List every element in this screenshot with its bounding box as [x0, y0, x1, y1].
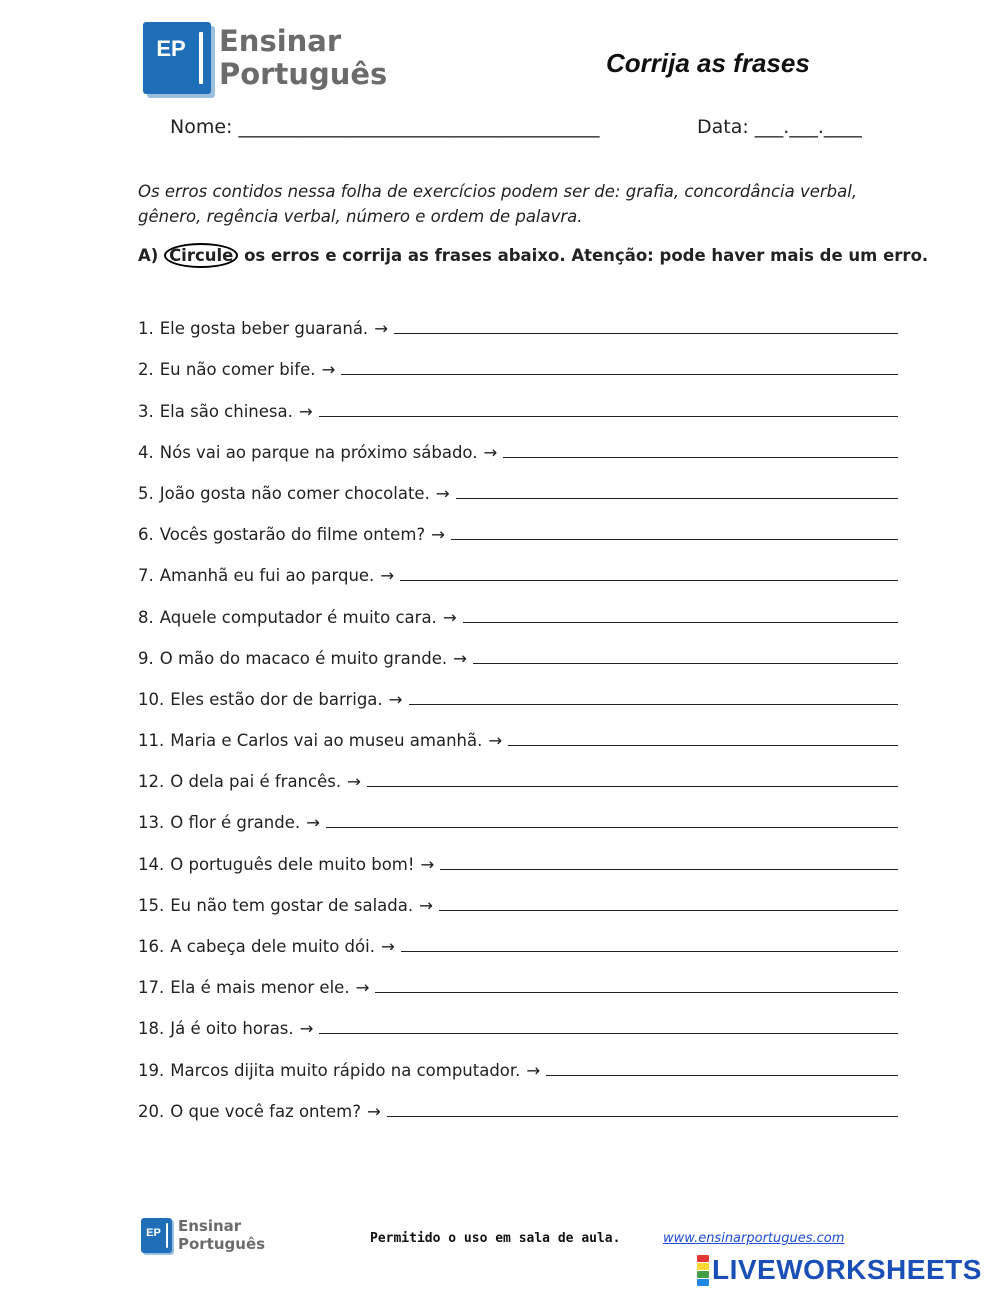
exercise-row	[138, 1080, 908, 1121]
arrow-icon: →	[366, 1101, 381, 1121]
exercise-sentence: O flor é grande.	[170, 813, 301, 833]
exercise-number: 13.	[138, 813, 165, 833]
footer-logo-spine	[166, 1223, 168, 1248]
exercise-row	[138, 956, 908, 997]
exercise-number: 18.	[138, 1019, 165, 1039]
exercise-number: 19.	[138, 1060, 165, 1080]
answer-line[interactable]	[319, 415, 898, 417]
answer-line[interactable]	[473, 662, 898, 664]
exercise-row	[138, 1038, 908, 1079]
book-logo-icon	[143, 22, 211, 94]
arrow-icon: →	[431, 525, 445, 545]
logo-line1: Ensinar	[219, 24, 342, 58]
exercise-sentence: Marcos dijita muito rápido na computador.	[170, 1060, 521, 1080]
liveworksheets-text: LIVEWORKSHEETS	[712, 1254, 982, 1285]
header-logo	[143, 22, 387, 94]
exercise-sentence: Ela é mais menor ele.	[170, 978, 350, 998]
footer-link[interactable]: www.ensinarportugues.com	[663, 1231, 845, 1246]
answer-line[interactable]	[367, 785, 898, 787]
footer-logo-abbrev: EP	[146, 1226, 161, 1239]
arrow-icon: →	[321, 360, 336, 380]
instruction-prefix: A)	[138, 246, 159, 265]
exercise-number: 14.	[138, 854, 165, 874]
arrow-icon: →	[388, 689, 403, 709]
exercise-row	[138, 709, 908, 750]
exercise-row	[138, 997, 908, 1038]
exercise-sentence: O dela pai é francês.	[170, 772, 342, 792]
exercise-number: 7.	[138, 566, 154, 586]
exercise-sentence: Já é oito horas.	[170, 1019, 294, 1039]
exercise-row	[138, 791, 908, 832]
arrow-icon: →	[442, 607, 457, 627]
exercise-row	[138, 668, 908, 709]
logo-line2: Português	[219, 57, 388, 91]
answer-line[interactable]	[439, 909, 898, 911]
answer-line[interactable]	[319, 1032, 898, 1034]
arrow-icon: →	[483, 442, 498, 462]
date-field[interactable]: Data: ___.___.____	[697, 116, 862, 138]
exercise-number: 2.	[138, 360, 154, 380]
worksheet-title: Corrija as frases	[606, 48, 810, 78]
exercise-sentence: Aquele computador é muito cara.	[159, 607, 437, 627]
instruction-rest: os erros e corrija as frases abaixo. Atenção: pode haver mais de um erro.	[244, 246, 929, 265]
exercise-number: 9.	[138, 648, 154, 668]
brand-block	[697, 1255, 709, 1262]
exercise-row	[138, 462, 908, 503]
answer-line[interactable]	[451, 538, 898, 540]
arrow-icon: →	[355, 978, 370, 998]
exercise-row	[138, 585, 908, 626]
footer-logo-line2: Português	[178, 1235, 266, 1253]
exercise-row	[138, 915, 908, 956]
answer-line[interactable]	[440, 868, 898, 870]
exercise-sentence: Maria e Carlos vai ao museu amanhã.	[170, 731, 483, 751]
exercise-row	[138, 421, 908, 462]
answer-line[interactable]	[546, 1074, 898, 1076]
arrow-icon: →	[299, 1019, 314, 1039]
arrow-icon: →	[419, 895, 433, 915]
arrow-icon: →	[526, 1060, 541, 1080]
exercise-sentence: Ela são chinesa.	[159, 401, 293, 421]
logo-text	[219, 25, 387, 91]
exercise-number: 5.	[138, 483, 154, 503]
exercise-sentence: Amanhã eu fui ao parque.	[159, 566, 375, 586]
exercise-row	[138, 832, 908, 873]
exercise-row	[138, 874, 908, 915]
brand-block	[697, 1279, 709, 1286]
exercise-sentence: Eu não comer bife.	[159, 360, 316, 380]
answer-line[interactable]	[409, 703, 899, 705]
arrow-icon: →	[420, 854, 435, 874]
exercise-row	[138, 297, 908, 338]
answer-line[interactable]	[456, 497, 898, 499]
arrow-icon: →	[453, 648, 467, 668]
brand-block	[697, 1263, 709, 1270]
exercise-row	[138, 338, 908, 379]
exercise-sentence: Eles estão dor de barriga.	[170, 689, 383, 709]
exercise-number: 12.	[138, 772, 165, 792]
answer-line[interactable]	[375, 991, 898, 993]
answer-line[interactable]	[401, 950, 898, 952]
intro-text: Os erros contidos nessa folha de exercícios podem ser de: grafia, concordância verbal, gênero, regência verbal, número e ordem de palavra.	[138, 182, 858, 226]
exercise-sentence: Ele gosta beber guaraná.	[159, 319, 369, 339]
exercise-number: 6.	[138, 525, 154, 545]
exercise-number: 11.	[138, 731, 165, 751]
exercise-sentence: O que você faz ontem?	[170, 1101, 361, 1121]
exercise-sentence: A cabeça dele muito dói.	[170, 937, 375, 956]
answer-line[interactable]	[400, 579, 898, 581]
exercise-sentence: Nós vai ao parque na próximo sábado.	[159, 442, 478, 462]
liveworksheets-brand	[697, 1254, 982, 1286]
arrow-icon: →	[306, 813, 320, 833]
brand-block	[697, 1271, 709, 1278]
exercise-sentence: O português dele muito bom!	[170, 854, 415, 874]
exercise-number: 8.	[138, 607, 154, 627]
exercise-number: 3.	[138, 401, 154, 421]
name-field[interactable]: Nome: ______________________________________	[170, 116, 600, 138]
logo-spine	[199, 32, 203, 84]
footer-logo	[141, 1217, 265, 1253]
arrow-icon: →	[374, 319, 389, 339]
instruction	[138, 246, 928, 265]
exercise-number: 17.	[138, 978, 165, 998]
answer-line[interactable]	[326, 826, 898, 828]
exercise-row	[138, 544, 908, 585]
answer-line[interactable]	[341, 373, 898, 375]
exercise-number: 1.	[138, 319, 154, 339]
answer-line[interactable]	[503, 456, 898, 458]
exercise-row	[138, 750, 908, 791]
instruction-circled-word: Circule	[164, 243, 238, 268]
footer-logo-text	[178, 1217, 265, 1253]
footer-logo-line1: Ensinar	[178, 1217, 242, 1235]
exercise-number: 20.	[138, 1101, 165, 1121]
arrow-icon: →	[347, 772, 361, 792]
exercise-number: 15.	[138, 895, 165, 915]
answer-line[interactable]	[394, 332, 898, 334]
arrow-icon: →	[435, 483, 450, 503]
arrow-icon: →	[380, 937, 395, 956]
arrow-icon: →	[488, 731, 503, 751]
liveworksheets-icon	[697, 1255, 709, 1286]
footer-book-logo-icon	[141, 1218, 172, 1253]
answer-line[interactable]	[387, 1115, 898, 1117]
exercise-row	[138, 379, 908, 420]
footer-note: Permitido o uso em sala de aula.	[370, 1231, 621, 1246]
exercise-sentence: O mão do macaco é muito grande.	[159, 648, 448, 668]
exercise-sentence: Eu não tem gostar de salada.	[170, 895, 414, 915]
answer-line[interactable]	[463, 621, 898, 623]
exercise-number: 16.	[138, 937, 165, 956]
exercise-number: 4.	[138, 442, 154, 462]
arrow-icon: →	[380, 566, 395, 586]
exercise-number: 10.	[138, 689, 165, 709]
exercise-row	[138, 503, 908, 544]
exercise-sentence: Vocês gostarão do filme ontem?	[159, 525, 426, 545]
answer-line[interactable]	[508, 744, 898, 746]
exercise-list	[138, 297, 908, 1121]
logo-abbrev: EP	[156, 36, 186, 61]
arrow-icon: →	[298, 401, 313, 421]
exercise-sentence: João gosta não comer chocolate.	[159, 483, 430, 503]
exercise-row	[138, 627, 908, 668]
